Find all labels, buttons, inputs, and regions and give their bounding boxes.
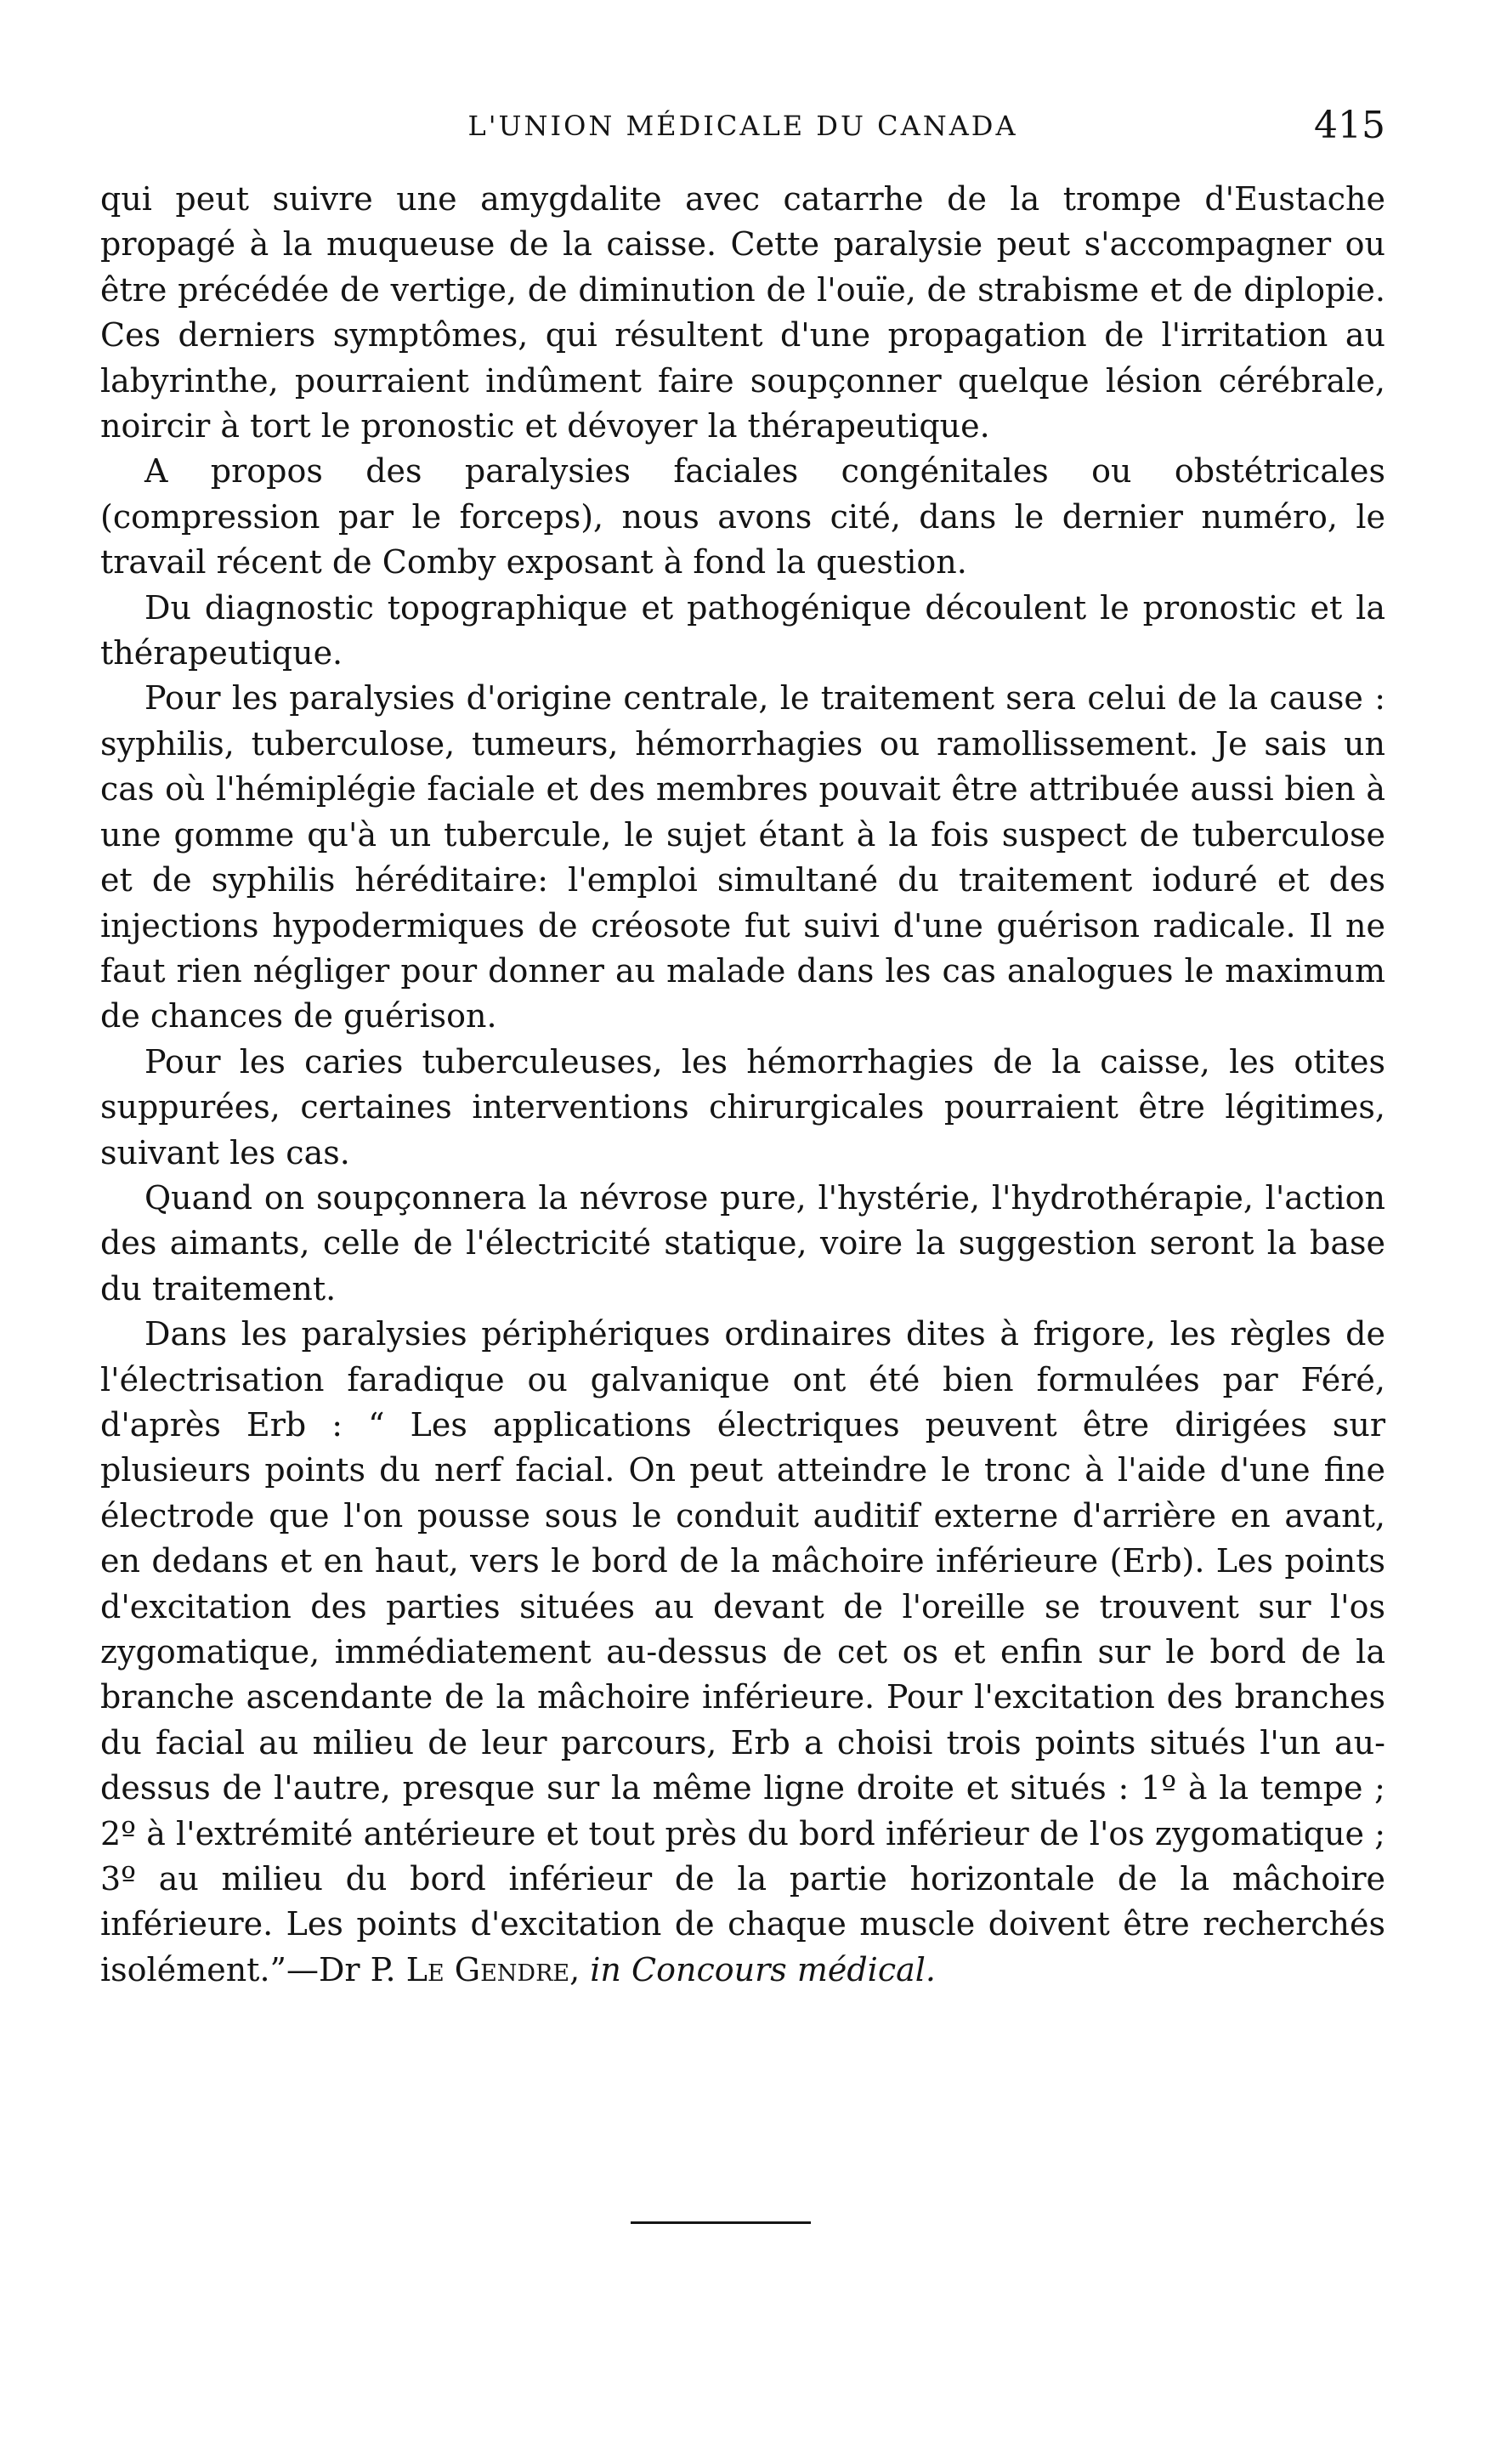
paragraph-2: A propos des paralysies faciales congénitales ou obstétricales (compression par le forceps), nous avons cité, dans le dernier numéro, le travail récent de Comby exposant à fond la question. (100, 452, 1385, 581)
paragraph-5: Pour les caries tuberculeuses, les hémorrhagies de la caisse, les otites suppurées, certaines interventions chirurgicales pourraient être légitimes, suivant les cas. (100, 1042, 1385, 1171)
end-rule (631, 2221, 811, 2224)
paragraph-1: qui peut suivre une amygdalite avec catarrhe de la trompe d'Eustache propagé à la muqueuse de la caisse. Cette paralysie peut s'accompagner ou être précédée de vertige, de diminution de l'ouïe, de strabisme et de diplopie. Ces derniers symptômes, qui résultent d'une propagation de l'irritation au labyrinthe, pourraient indûment faire soupçonner quelque lésion cérébrale, noircir à tort le pronostic et dévoyer la thérapeutique. (100, 180, 1385, 445)
author-name: Le Gendre (405, 1950, 570, 1988)
in-word: in (590, 1950, 621, 1988)
page-number: 415 (1314, 104, 1385, 147)
paragraph-4: Pour les paralysies d'origine centrale, le traitement sera celui de la cause : syphilis, tuberculose, tumeurs, hémorrhagies ou ramollissement. Je sais un cas où l'hémiplégie faciale et des membres pouvait être attribuée aussi bien à une gomme qu'à un tubercule, le sujet étant à la fois suspect de tuberculose et de syphilis héréditaire: l'emploi simultané du traitement ioduré et des injections hypodermiques de créosote fut suivi d'une guérison radicale. Il ne faut rien négliger pour donner au malade dans les cas analogues le maximum de chances de guérison. (100, 679, 1385, 1035)
signature-separator: , (569, 1950, 591, 1988)
paragraph-6: Quand on soupçonnera la névrose pure, l'hystérie, l'hydrothérapie, l'action des aimants, celle de l'électricité statique, voire la suggestion seront la base du traitement. (100, 1178, 1385, 1308)
running-header (100, 100, 1385, 151)
paragraph-7 (100, 1312, 1385, 1993)
paragraph-7-text: Dans les paralysies périphériques ordinaires dites à frigore, les règles de l'électrisation faradique ou galvanique ont été bien formulées par Féré, d'après Erb : “ Les applications électriques peuvent être dirigées sur plusieurs points du nerf facial. On peut atteindre le tronc à l'aide d'une fine électrode que l'on pousse sous le conduit auditif externe d'arrière en avant, en dedans et en haut, vers le bord de la mâchoire inférieure (Erb). Les points d'excitation des parties situées au devant de l'oreille se trouvent sur l'os zygomatique, immédiatement au-dessus de cet os et enfin sur le bord de la branche ascendante de la mâchoire inférieure. Pour l'excitation des branches du facial au milieu de leur parcours, Erb a choisi trois points situés l'un au-dessus de l'autre, presque sur la même ligne droite et situés : 1º à la tempe ; 2º à l'extrémité antérieure et tout près du bord inférieur de l'os zygomatique ; 3º au milieu du bord inférieur de la partie horizontale de la mâchoire inférieure. Les points d'excitation de chaque muscle doivent être recherchés isolément.”—Dr P. (100, 1315, 1385, 1988)
paragraph-3: Du diagnostic topographique et pathogénique découlent le pronostic et la thérapeutique. (100, 588, 1385, 672)
source-journal: Concours médical. (631, 1950, 936, 1988)
journal-title: L'UNION MÉDICALE DU CANADA (467, 110, 1018, 142)
article-body (100, 177, 1385, 1993)
